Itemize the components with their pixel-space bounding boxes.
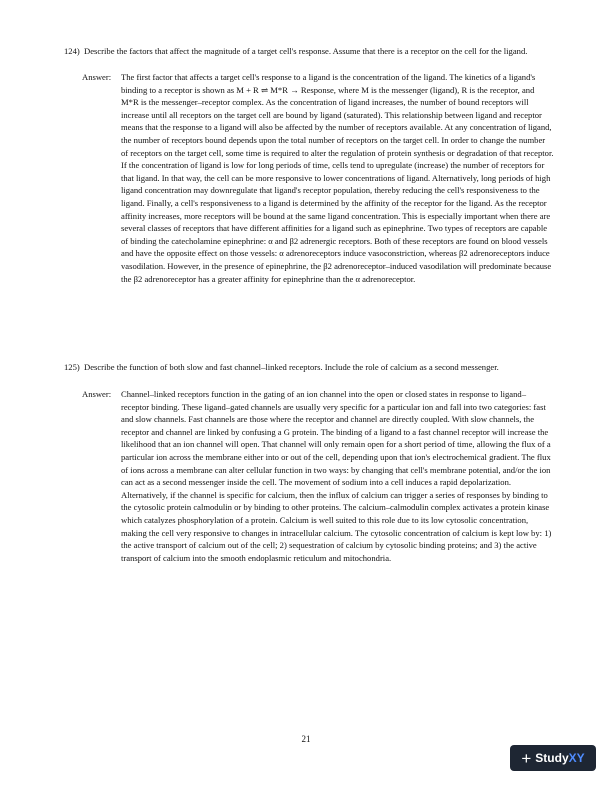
page-number: 21 [301,734,311,744]
studyxy-badge[interactable] [510,745,596,771]
answer-label: Answer: [82,389,112,399]
question-124 [64,45,554,58]
brand-accent: XY [568,751,585,765]
answer-text: Channel–linked receptors function in the gating of an ion channel into the open or closed states in response to ligand–receptor binding. These ligand–gated channels are usually very specific for a particular ion and fall into two categories: fast and slow channels. Fast channels are those where the receptor and channel are directly coupled. With slow channels, the receptor and channel are linked by confusing a G protein. The binding of a ligand to a fast channel receptor will increase the likelihood that an ion channel will open. That channel will only remain open for a short period of time, allowing the flux of a particular ion across the membrane either into or out of the cell, depending upon that ion's electrochemical gradient. The flux of ions across a membrane can alter cellular function in two ways: by changing that cell's membrane potential, and/or the ion can act as a second messenger inside the cell. The movement of sodium into a cell induces a rapid depolarization. Alternatively, if the channel is specific for calcium, then the influx of calcium can trigger a series of responses by binding to the cytosolic protein calmodulin or by binding to other proteins. The calcium–calmodulin complex activates a protein kinase which catalyzes phosphorylation of a protein. Calcium is well suited to this role due to its low cytosolic concentration, making the cell very responsive to changes in intracellular calcium. The cytosolic concentration of calcium is kept low by: 1) the active transport of calcium out of the cell; 2) sequestration of calcium by cytosolic binding proteins; and 3) the active transport of calcium into the smooth endoplasmic reticulum and mitochondria. [121,389,552,563]
question-number: 125) [64,362,80,372]
answer-text: The first factor that affects a target cell's response to a ligand is the concentration of the ligand. The kinetics of a ligand's binding to a receptor is shown as M + R ⇌ M*R → Response, where M is the messenger (ligand), R is the receptor, and M*R is the messenger–receptor complex. As the concentration of ligand increases, the number of bound receptors will increase until all receptors on the target cell are bound by ligand (saturated). This relationship between ligand and receptor means that the response to a ligand will also be affected by the number of receptors available. At any concentration of ligand, the number of receptors bound depends upon the total number of receptors on the target cell. In order to change the number of receptors on the target cell, some time is required to alter the regulation of protein synthesis or degradation of that receptor. If the concentration of ligand is low for long periods of time, cells tend to upregulate (increase) the number of receptors for that ligand. In that way, the cell can be more responsive to lower concentrations of ligand. Alternatively, long periods of high ligand concentration may downregulate that ligand's receptor population, thereby reducing the cell's responsiveness to the ligand. Finally, a cell's responsiveness to a ligand is determined by the affinity of the receptor for the ligand. As the receptor affinity increases, more receptors will be bound at the same ligand concentration. This is especially important when there are several classes of receptors that have different affinities for a ligand such as epinephrine. Two types of receptors are capable of binding the catecholamine epinephrine: α and β2 adrenergic receptors. Both of these receptors are found on blood vessels and have the opposite effect on those vessels: α adrenoreceptors induce vasoconstriction, whereas β2 adrenoreceptors induce vasodilation. However, in the presence of epinephrine, the β2 adrenoreceptor–induced vasodilation will predominate because the β2 adrenoreceptor has a greater affinity for epinephrine than the α adrenoreceptor. [121,72,554,284]
plus-icon: + [521,748,532,768]
answer-125 [82,388,554,564]
question-text: Describe the function of both slow and fast channel–linked receptors. Include the role of calcium as a second messenger. [84,362,499,372]
question-125 [64,361,554,374]
question-text: Describe the factors that affect the magnitude of a target cell's response. Assume that there is a receptor on the cell for the ligand. [84,46,528,56]
brand-main: Study [535,751,569,765]
question-number: 124) [64,46,80,56]
answer-label: Answer: [82,72,112,82]
answer-124 [82,71,554,285]
